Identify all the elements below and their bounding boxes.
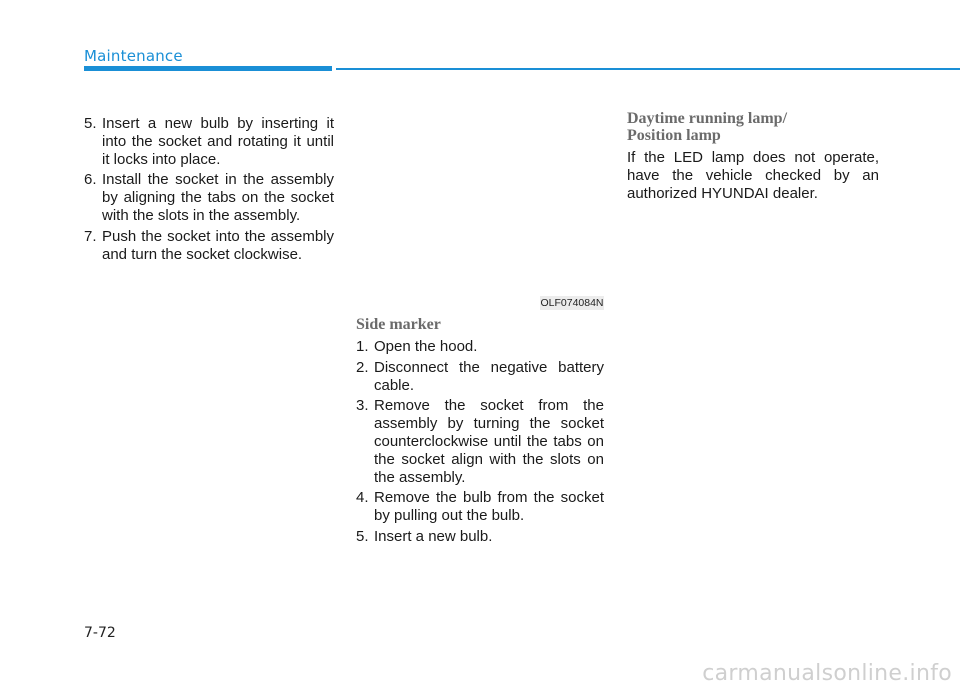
step-number: 1. <box>356 338 369 355</box>
step-text: Disconnect the negative battery cable. <box>374 358 604 394</box>
right-column <box>627 110 879 202</box>
list-item <box>356 359 604 395</box>
step-number: 4. <box>356 489 369 507</box>
header-rule-thick <box>84 66 332 71</box>
image-code-label: OLF074084N <box>540 297 604 309</box>
step-text: Open the hood. <box>374 338 478 355</box>
section-title: Maintenance <box>84 47 183 65</box>
page-number: 7-72 <box>84 625 116 641</box>
list-item <box>356 528 604 546</box>
header-rule-thin <box>336 68 960 70</box>
step-text: Insert a new bulb by inserting it into the socket and rotating it until it locks into place. <box>102 115 334 168</box>
step-number: 5. <box>84 115 97 132</box>
drl-heading <box>627 110 879 144</box>
step-text: Push the socket into the assembly and turn the socket clockwise. <box>102 227 334 263</box>
list-item <box>84 171 334 224</box>
step-text: Insert a new bulb. <box>374 527 493 545</box>
step-number: 2. <box>356 358 369 376</box>
drl-heading-line2: Position lamp <box>627 127 721 144</box>
middle-column <box>356 316 604 549</box>
step-text: Remove the bulb from the socket by pulling out the bulb. <box>374 489 604 525</box>
left-column <box>84 115 334 266</box>
list-item <box>84 115 334 168</box>
step-text: Install the socket in the assembly by aligning the tabs on the socket with the slots in the assembly. <box>102 171 334 224</box>
list-item <box>356 397 604 486</box>
drl-heading-line1: Daytime running lamp/ <box>627 110 788 127</box>
list-item <box>84 228 334 264</box>
step-text: Remove the socket from the assembly by turning the socket counterclockwise until the tabs on the socket align with the slots on the assembly. <box>374 397 604 486</box>
step-number: 3. <box>356 397 369 415</box>
list-item <box>356 489 604 525</box>
step-number: 7. <box>84 227 97 245</box>
watermark: carmanualsonline.info <box>702 661 952 686</box>
side-marker-heading: Side marker <box>356 316 441 333</box>
step-number: 5. <box>356 527 369 545</box>
drl-paragraph: If the LED lamp does not operate, have the vehicle checked by an authorized HYUNDAI dealer. <box>627 149 879 202</box>
list-item <box>356 338 604 356</box>
step-number: 6. <box>84 171 97 189</box>
